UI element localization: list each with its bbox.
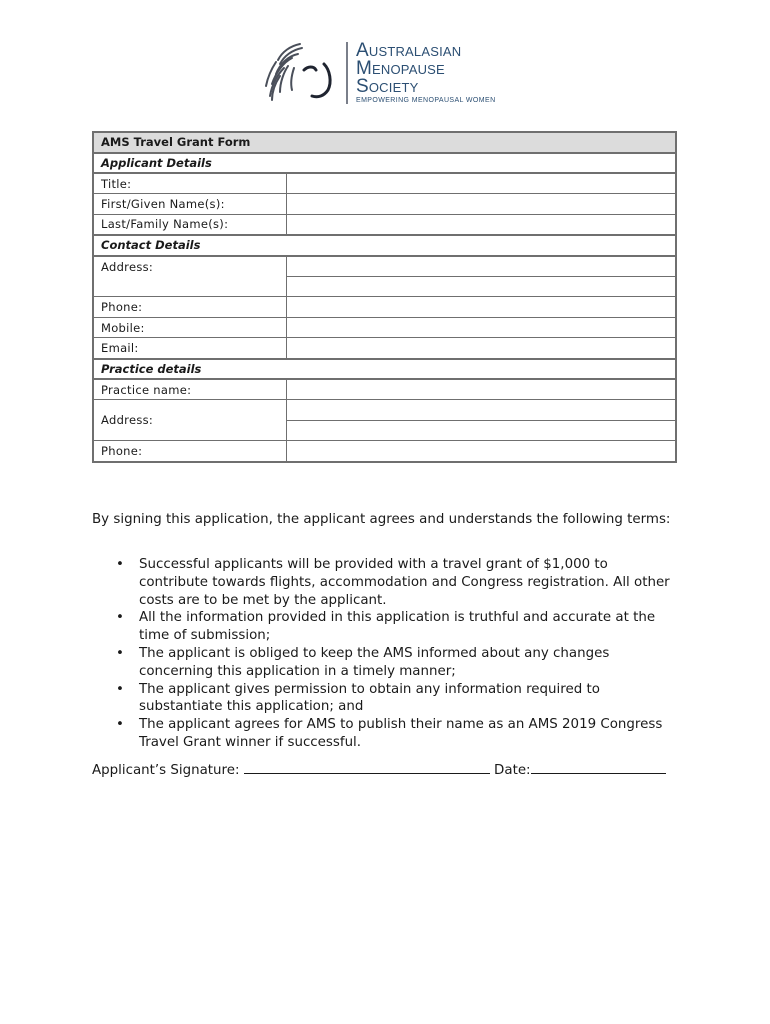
table-row — [93, 338, 676, 359]
first-name-input[interactable] — [287, 194, 676, 214]
terms-intro: By signing this application, the applicant agrees and understands the following terms: — [92, 512, 671, 527]
table-row — [93, 256, 676, 277]
list-item — [92, 645, 677, 681]
logo-tagline: EMPOWERING MENOPAUSAL WOMEN — [356, 97, 496, 104]
bullet-icon: • — [116, 610, 124, 626]
phone-label: Phone: — [93, 297, 286, 318]
logo-line-1: Australasian — [356, 40, 462, 61]
bullet-icon: • — [116, 681, 124, 697]
address-label: Address: — [93, 256, 286, 297]
mobile-input[interactable] — [287, 318, 676, 338]
phone-field-cell — [286, 297, 676, 318]
bullet-icon: • — [116, 557, 124, 572]
table-row — [93, 173, 676, 194]
logo-divider — [346, 42, 348, 104]
address-line-1-input[interactable] — [287, 257, 676, 276]
list-item — [92, 556, 677, 609]
bullet-icon: • — [116, 645, 124, 661]
logo-line-2: Menopause — [356, 58, 445, 79]
last-name-label: Last/Family Name(s): — [93, 214, 286, 235]
email-input[interactable] — [287, 338, 676, 357]
title-field-cell — [286, 173, 676, 194]
terms-list — [92, 556, 677, 752]
practice-address-line-1-input[interactable] — [287, 400, 676, 420]
practice-address-line-2-cell — [286, 420, 676, 441]
practice-phone-label: Phone: — [93, 441, 286, 462]
bullet-icon: • — [116, 717, 124, 733]
mobile-field-cell — [286, 317, 676, 338]
form-title-row — [93, 132, 676, 153]
practice-name-field-cell — [286, 379, 676, 400]
travel-grant-form — [92, 131, 677, 463]
first-name-field-cell — [286, 194, 676, 215]
email-label: Email: — [93, 338, 286, 359]
practice-address-line-2-input[interactable] — [287, 421, 676, 441]
title-label: Title: — [93, 173, 286, 194]
table-row — [93, 317, 676, 338]
term-text: The applicant agrees for AMS to publish their name as an AMS 2019 Congress Travel Grant winner if successful. — [139, 717, 663, 750]
term-text: The applicant gives permission to obtain any information required to substantiate this application; and — [139, 681, 600, 715]
practice-phone-input[interactable] — [287, 441, 676, 460]
signature-label: Applicant’s Signature: — [92, 763, 240, 778]
last-name-input[interactable] — [287, 215, 676, 234]
practice-name-label: Practice name: — [93, 379, 286, 400]
term-text: All the information provided in this application is truthful and accurate at the time of submission; — [139, 610, 656, 644]
practice-name-input[interactable] — [287, 380, 676, 399]
practice-phone-field-cell — [286, 441, 676, 462]
list-item — [92, 681, 677, 717]
practice-address-label: Address: — [93, 400, 286, 441]
last-name-field-cell — [286, 214, 676, 235]
table-row — [93, 441, 676, 462]
logo-line-3: Society — [356, 76, 419, 97]
table-row — [93, 194, 676, 215]
address-line-2-cell — [286, 276, 676, 297]
section-practice-row — [93, 359, 676, 380]
section-applicant-details: Applicant Details — [93, 153, 676, 174]
form-title: AMS Travel Grant Form — [93, 132, 676, 153]
society-logo — [262, 40, 502, 110]
date-label: Date: — [494, 763, 531, 778]
phone-input[interactable] — [287, 297, 676, 317]
table-row — [93, 400, 676, 421]
section-applicant-row — [93, 153, 676, 174]
list-item — [92, 609, 677, 645]
signature-field[interactable] — [244, 760, 490, 774]
term-text: Successful applicants will be provided with a travel grant of $1,000 to contribute towards flights, accommodation and Congress registration. All other costs are to be met by the applicant. — [139, 557, 670, 608]
section-practice-details: Practice details — [93, 359, 676, 380]
woman-silhouette-logo-icon — [262, 40, 340, 108]
date-field[interactable] — [531, 760, 666, 774]
first-name-label: First/Given Name(s): — [93, 194, 286, 215]
address-line-1-cell — [286, 256, 676, 277]
list-item — [92, 716, 677, 752]
practice-address-line-1-cell — [286, 400, 676, 421]
section-contact-details: Contact Details — [93, 235, 676, 256]
table-row — [93, 297, 676, 318]
logo-wordmark — [356, 42, 461, 96]
term-text: The applicant is obliged to keep the AMS informed about any changes concerning this application in a timely manner; — [139, 645, 610, 679]
title-input[interactable] — [287, 174, 676, 193]
table-row — [93, 379, 676, 400]
section-contact-row — [93, 235, 676, 256]
signature-line — [92, 760, 677, 778]
email-field-cell — [286, 338, 676, 359]
mobile-label: Mobile: — [93, 317, 286, 338]
table-row — [93, 214, 676, 235]
address-line-2-input[interactable] — [287, 277, 676, 297]
